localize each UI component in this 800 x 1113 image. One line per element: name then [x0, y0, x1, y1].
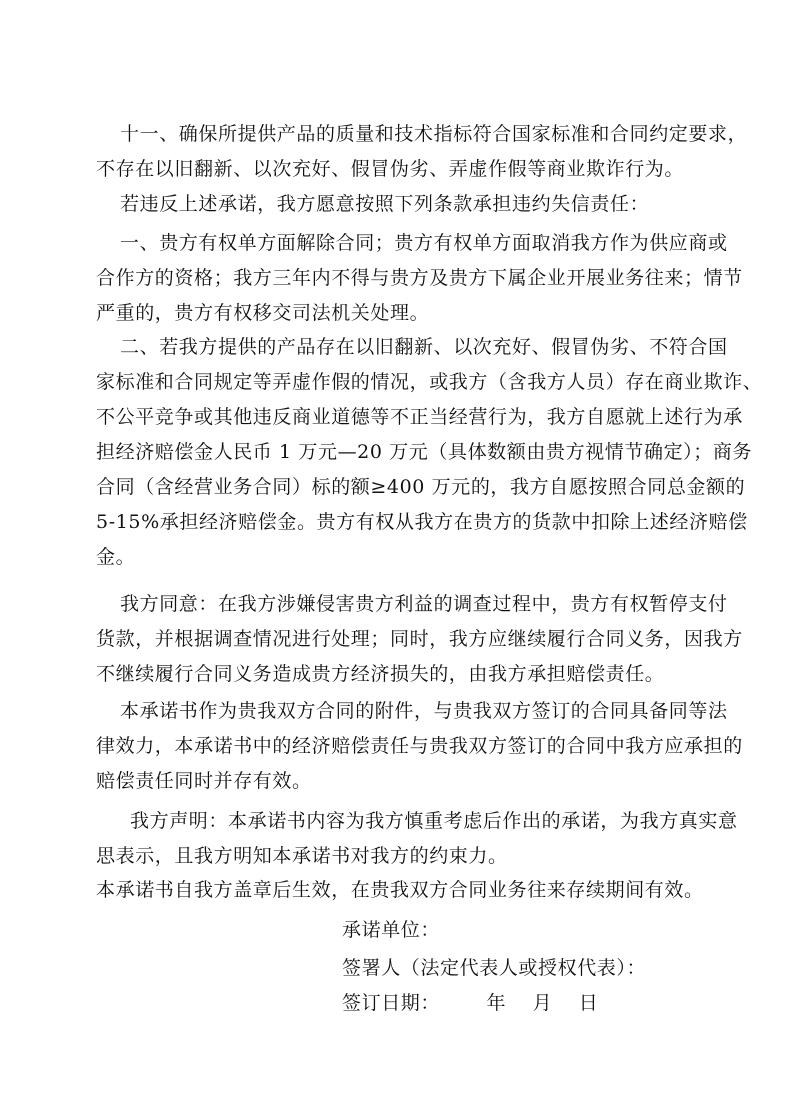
text-line: 律效力，本承诺书中的经济赔偿责任与贵我双方签订的合同中我方应承担的	[96, 735, 743, 757]
text-line: 货款，并根据调查情况进行处理；同时，我方应继续履行合同义务，因我方	[96, 628, 743, 650]
clause-2-paragraph	[96, 330, 763, 575]
text-line: 思表示，且我方明知本承诺书对我方的约束力。	[96, 845, 508, 867]
attachment-paragraph	[96, 694, 743, 799]
text-line: 十一、确保所提供产品的质量和技术指标符合国家标准和合同约定要求，	[120, 123, 748, 145]
text-line: 5-15%承担经济赔偿金。贵方有权从我方在贵方的货款中扣除上述经济赔偿	[96, 511, 748, 533]
text-line: 合同（含经营业务合同）标的额≥400 万元的，我方自愿按照合同总金额的	[96, 476, 746, 498]
effective-paragraph	[96, 873, 736, 908]
text-line: 不继续履行合同义务造成贵方经济损失的，由我方承担赔偿责任。	[96, 663, 665, 685]
signature-unit-label: 承诺单位：	[342, 919, 441, 941]
clause-1-paragraph	[96, 226, 743, 331]
text-line: 家标准和合同规定等弄虚作假的情况，或我方（含我方人员）存在商业欺诈、	[96, 371, 763, 393]
text-line: 一、贵方有权单方面解除合同；贵方有权单方面取消我方作为供应商或	[120, 232, 728, 254]
declaration-paragraph	[96, 804, 736, 874]
text-line: 本承诺书作为贵我双方合同的附件，与贵我双方签订的合同具备同等法	[120, 700, 728, 722]
text-line: 二、若我方提供的产品存在以旧翻新、以次充好、假冒伪劣、不符合国	[120, 336, 728, 358]
text-line: 赔偿责任同时并存有效。	[96, 770, 312, 792]
text-line: 我方同意：在我方涉嫌侵害贵方利益的调查过程中，贵方有权暂停支付	[120, 593, 728, 615]
text-line: 严重的，贵方有权移交司法机关处理。	[96, 302, 430, 324]
text-line: 不存在以旧翻新、以次充好、假冒伪劣、弄虚作假等商业欺诈行为。	[96, 158, 685, 180]
text-line: 本承诺书自我方盖章后生效，在贵我双方合同业务往来存续期间有效。	[96, 879, 704, 901]
consent-paragraph	[96, 587, 743, 692]
text-line: 合作方的资格；我方三年内不得与贵方及贵方下属企业开展业务往来；情节	[96, 267, 743, 289]
signature-signer-label: 签署人（法定代表人或授权代表）：	[342, 957, 647, 979]
text-line: 不公平竞争或其他违反商业道德等不正当经营行为，我方自愿就上述行为承	[96, 406, 743, 428]
clause-11-paragraph	[96, 117, 748, 187]
text-line: 金。	[96, 546, 136, 568]
text-line: 若违反上述承诺，我方愿意按照下列条款承担违约失信责任：	[120, 193, 650, 215]
breach-intro-paragraph	[96, 187, 736, 222]
text-line: 我方声明：本承诺书内容为我方慎重考虑后作出的承诺，为我方真实意	[130, 810, 738, 832]
text-line: 担经济赔偿金人民币 1 万元—20 万元（具体数额由贵方视情节确定）；商务	[96, 441, 753, 463]
signature-date-label: 签订日期： 年 月 日	[342, 992, 599, 1014]
